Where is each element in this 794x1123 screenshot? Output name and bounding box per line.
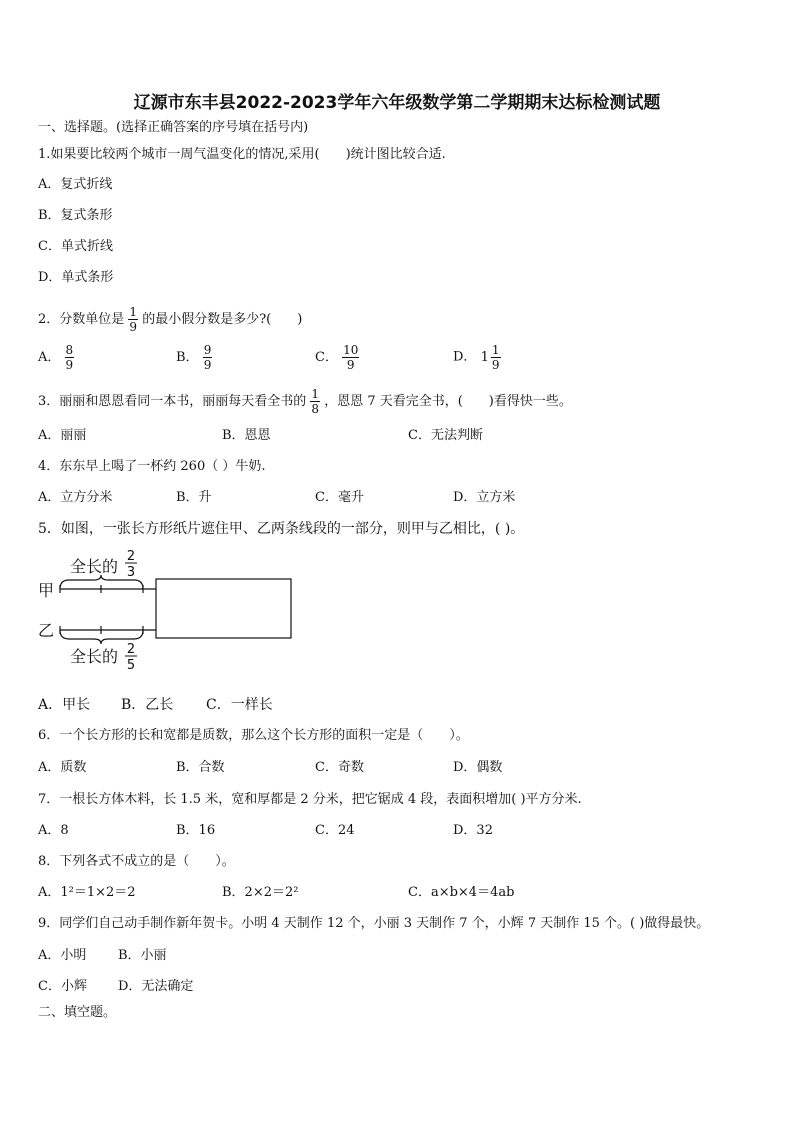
option-letter: A． bbox=[38, 350, 61, 365]
question-6-option-a: A．质数 bbox=[38, 760, 87, 775]
question-7-option-a: A．8 bbox=[38, 823, 69, 838]
question-9-stem: 9．同学们自己动手制作新年贺卡。小明 4 天制作 12 个，小丽 3 天制作 7 个，小辉 7 天制作 15 个。( )做得最快。 bbox=[38, 916, 710, 931]
fraction-denominator: 9 bbox=[346, 358, 355, 372]
question-8-option-c: C．a×b×4＝4ab bbox=[408, 885, 515, 900]
question-9-option-b: B．小丽 bbox=[118, 948, 167, 963]
option-fraction bbox=[342, 344, 359, 371]
question-1-option-c: C．单式折线 bbox=[38, 239, 113, 254]
question-1-option-a: A．复式折线 bbox=[38, 177, 113, 192]
question-2-stem-pre: 2．分数单位是 bbox=[38, 312, 125, 327]
question-6-option-c: C．奇数 bbox=[315, 760, 364, 775]
question-5-figure bbox=[34, 545, 296, 675]
question-4-stem: 4．东东早上喝了一杯约 260（ ）牛奶. bbox=[38, 459, 266, 474]
fraction-numerator: 8 bbox=[65, 343, 74, 357]
question-5-option-b: B．乙长 bbox=[121, 697, 174, 713]
question-3-stem bbox=[38, 388, 572, 415]
question-3-stem-pre: 3．丽丽和恩恩看同一本书，丽丽每天看全书的 bbox=[38, 394, 307, 409]
question-9-option-c: C．小辉 bbox=[38, 979, 87, 994]
bottom-fraction-numerator: 2 bbox=[126, 642, 136, 657]
label-yi: 乙 bbox=[38, 621, 55, 640]
question-5-stem: 5．如图，一张长方形纸片遮住甲、乙两条线段的一部分，则甲与乙相比，( )。 bbox=[38, 521, 525, 537]
fraction-denominator: 9 bbox=[129, 320, 138, 334]
question-1-option-d: D．单式条形 bbox=[38, 270, 114, 285]
question-2-option-d bbox=[453, 344, 501, 371]
fraction-denominator: 8 bbox=[311, 402, 320, 416]
option-mixed-number bbox=[481, 344, 501, 371]
question-6-option-d: D．偶数 bbox=[453, 760, 503, 775]
question-3-option-c: C．无法判断 bbox=[408, 428, 483, 443]
fraction-numerator: 1 bbox=[129, 305, 138, 319]
question-2-stem bbox=[38, 306, 302, 333]
question-6-option-b: B．合数 bbox=[176, 760, 225, 775]
top-fraction-numerator: 2 bbox=[126, 549, 136, 564]
question-4-option-b: B．升 bbox=[176, 490, 212, 505]
option-letter: B． bbox=[176, 350, 199, 365]
question-3-option-a: A．丽丽 bbox=[38, 428, 87, 443]
option-fraction bbox=[203, 344, 213, 371]
fraction-denominator: 9 bbox=[203, 358, 212, 372]
question-2-option-b bbox=[176, 344, 212, 371]
fraction-denominator: 9 bbox=[491, 358, 500, 372]
fraction-numerator: 1 bbox=[491, 343, 500, 357]
question-7-stem: 7．一根长方体木料，长 1.5 米，宽和厚都是 2 分米，把它锯成 4 段，表面积增加( )平方分米. bbox=[38, 792, 582, 807]
question-9-option-d: D．无法确定 bbox=[118, 979, 194, 994]
question-4-option-a: A．立方分米 bbox=[38, 490, 113, 505]
fraction-denominator: 9 bbox=[65, 358, 74, 372]
question-1-stem: 1.如果要比较两个城市一周气温变化的情况,采用( )统计图比较合适. bbox=[38, 147, 446, 162]
option-letter: D． bbox=[453, 349, 477, 365]
question-7-option-d: D．32 bbox=[453, 823, 493, 838]
top-fraction-denominator: 3 bbox=[126, 565, 136, 580]
question-7-option-c: C．24 bbox=[315, 823, 355, 838]
question-1-option-b: B．复式条形 bbox=[38, 208, 113, 223]
fraction-numerator: 10 bbox=[343, 343, 359, 357]
section-heading-fill: 二、填空题。 bbox=[38, 1005, 117, 1020]
option-fraction bbox=[65, 344, 75, 371]
question-4-option-c: C．毫升 bbox=[315, 490, 364, 505]
label-jia: 甲 bbox=[38, 581, 55, 600]
question-4-option-d: D．立方米 bbox=[453, 490, 516, 505]
question-6-stem: 6．一个长方形的长和宽都是质数，那么这个长方形的面积一定是（ ）。 bbox=[38, 728, 469, 743]
question-7-option-b: B．16 bbox=[176, 823, 216, 838]
section-heading-choice: 一、选择题。(选择正确答案的序号填在括号内) bbox=[38, 120, 309, 135]
question-2-option-c bbox=[315, 344, 359, 371]
fraction-numerator: 9 bbox=[203, 343, 212, 357]
mixed-whole: 1 bbox=[480, 349, 489, 365]
question-9-option-a: A．小明 bbox=[38, 948, 87, 963]
question-2-stem-post: 的最小假分数是多少?( ) bbox=[142, 312, 303, 327]
bottom-caption-label: 全长的 bbox=[70, 647, 119, 666]
question-3-option-b: B．恩恩 bbox=[222, 428, 271, 443]
question-3-stem-post: ，恩恩 7 天看完全书，( )看得快一些。 bbox=[324, 394, 572, 409]
option-letter: C． bbox=[315, 350, 338, 365]
bottom-fraction-denominator: 5 bbox=[126, 658, 136, 673]
question-5-option-c: C．一样长 bbox=[206, 697, 273, 713]
covering-rectangle bbox=[156, 579, 291, 638]
question-5-option-a: A．甲长 bbox=[38, 697, 91, 713]
question-2-stem-fraction bbox=[128, 306, 138, 333]
option-fraction bbox=[491, 344, 501, 371]
page-title: 辽源市东丰县2022-2023学年六年级数学第二学期期末达标检测试题 bbox=[133, 93, 661, 113]
question-8-stem: 8．下列各式不成立的是（ ）。 bbox=[38, 854, 235, 869]
question-3-stem-fraction bbox=[310, 388, 320, 415]
question-2-option-a bbox=[38, 344, 74, 371]
question-8-option-b: B．2×2＝2² bbox=[222, 885, 299, 900]
fraction-numerator: 1 bbox=[311, 387, 320, 401]
top-caption-label: 全长的 bbox=[70, 557, 119, 576]
question-8-option-a: A．1²＝1×2＝2 bbox=[38, 885, 136, 900]
